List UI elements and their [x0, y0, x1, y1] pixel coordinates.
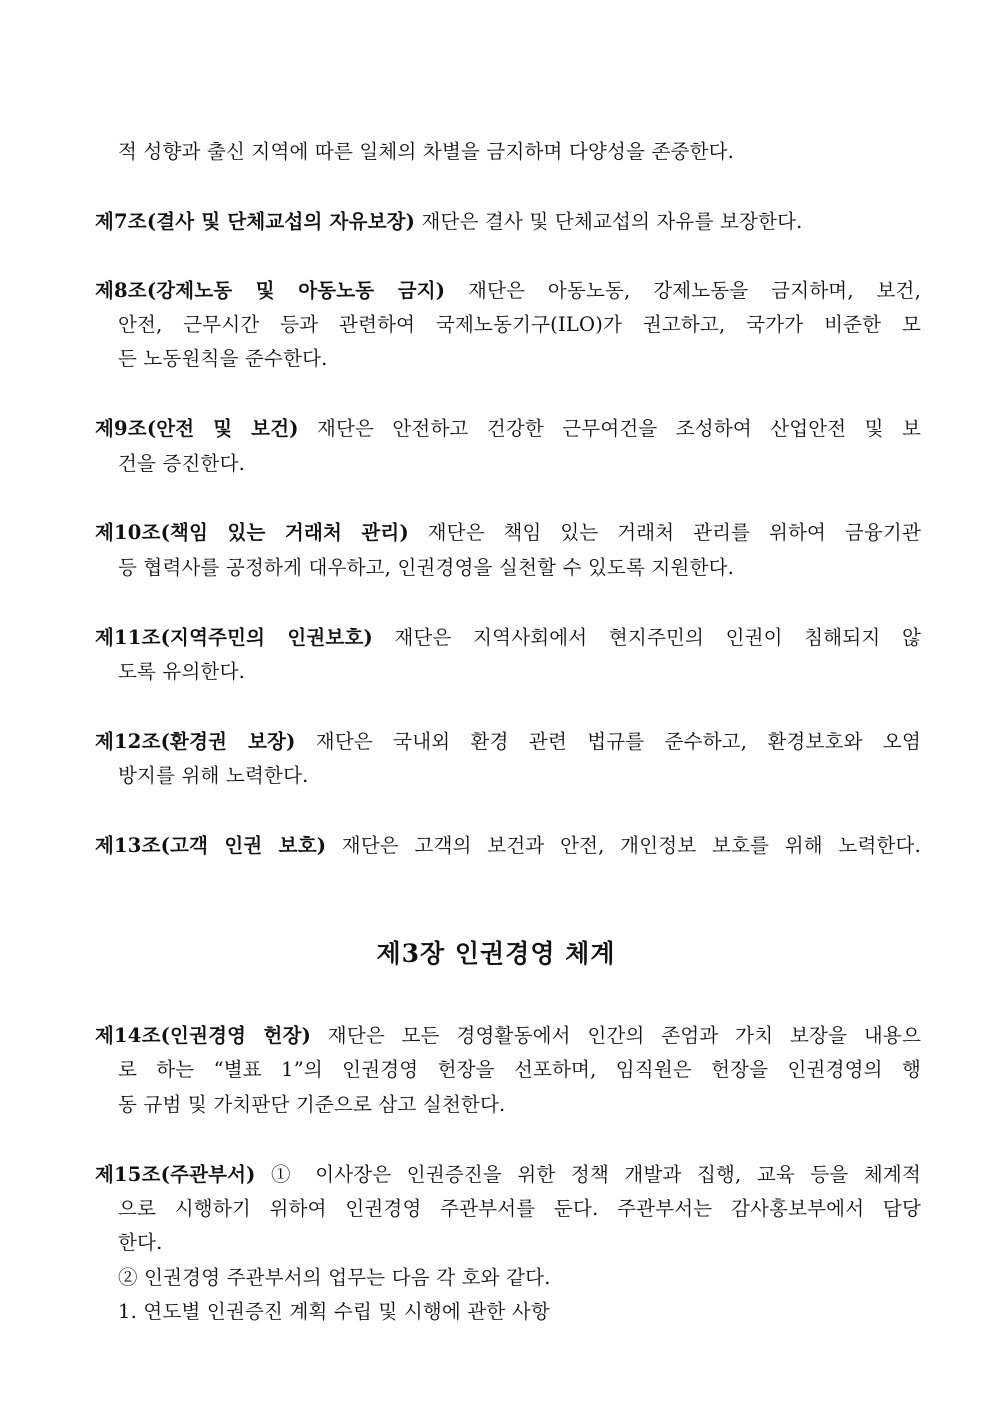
- article-11-title: 제11조(지역주민의 인권보호): [95, 626, 373, 649]
- article-14-line-1: [95, 1021, 921, 1051]
- article-11-line-2: 도록 유의한다.: [118, 660, 246, 683]
- article-13-text: 재단은 고객의 보건과 안전, 개인정보 보호를 위해 노력한다.: [326, 834, 921, 857]
- article-8-text-1: 재단은 아동노동, 강제노동을 금지하며, 보건,: [445, 279, 921, 302]
- article-7-text: 재단은 결사 및 단체교섭의 자유를 보장한다.: [415, 210, 803, 233]
- article-10-line-1: [95, 518, 921, 548]
- article-10-text-1: 재단은 책임 있는 거래처 관리를 위하여 금융기관: [408, 521, 921, 544]
- article-12-text-1: 재단은 국내외 환경 관련 법규를 준수하고, 환경보호와 오염: [295, 730, 921, 753]
- article-8-line-3: 든 노동원칙을 준수한다.: [118, 347, 328, 370]
- article-10-line-2: 등 협력사를 공정하게 대우하고, 인권경영을 실천할 수 있도록 지원한다.: [118, 556, 735, 579]
- article-8-title: 제8조(강제노동 및 아동노동 금지): [95, 279, 446, 302]
- article-14-title: 제14조(인권경영 헌장): [95, 1024, 312, 1047]
- article-15-line-3: 한다.: [118, 1231, 163, 1254]
- article-15-line-2: 으로 시행하기 위하여 인권경영 주관부서를 둔다. 주관부서는 감사홍보부에서 담당: [118, 1197, 921, 1220]
- article-7-title: 제7조(결사 및 단체교섭의 자유보장): [95, 210, 416, 233]
- article-15-title: 제15조(주관부서): [95, 1163, 256, 1186]
- article-14-text-1: 재단은 모든 경영활동에서 인간의 존엄과 가치 보장을 내용으: [311, 1024, 921, 1047]
- preamble-line-1: 적 성향과 출신 지역에 따른 일체의 차별을 금지하며 다양성을 존중한다.: [118, 140, 735, 163]
- article-9-line-2: 건을 증진한다.: [118, 452, 246, 475]
- article-14-line-2: 로 하는 “별표 1”의 인권경영 헌장을 선포하며, 임직원은 헌장을 인권경영의 행: [118, 1058, 921, 1081]
- article-9-text-1: 재단은 안전하고 건강한 근무여건을 조성하여 산업안전 및 보: [298, 417, 921, 440]
- article-12-title: 제12조(환경권 보장): [95, 730, 296, 753]
- article-15-paragraph-2: ② 인권경영 주관부서의 업무는 다음 각 호와 같다.: [118, 1266, 551, 1289]
- article-12-line-1: [95, 727, 921, 757]
- article-15-text-1: ① 이사장은 인권증진을 위한 정책 개발과 집행, 교육 등을 체계적: [255, 1163, 921, 1186]
- article-8-line-1: [95, 276, 921, 306]
- article-13-title: 제13조(고객 인권 보호): [95, 834, 327, 857]
- article-8-line-2: 안전, 근무시간 등과 관련하여 국제노동기구(ILO)가 권고하고, 국가가 비준한 모: [118, 313, 921, 336]
- article-13: [95, 831, 921, 861]
- article-15-item-1: 1. 연도별 인권증진 계획 수립 및 시행에 관한 사항: [118, 1300, 550, 1323]
- article-11-line-1: [95, 623, 921, 653]
- article-11-text-1: 재단은 지역사회에서 현지주민의 인권이 침해되지 않: [372, 626, 921, 649]
- chapter-heading: 제3장 인권경영 체계: [376, 939, 616, 968]
- article-9-line-1: [95, 414, 921, 444]
- article-10-title: 제10조(책임 있는 거래처 관리): [95, 521, 409, 544]
- article-7: [95, 207, 921, 237]
- article-14-line-3: 동 규범 및 가치판단 기준으로 삼고 실천한다.: [118, 1093, 506, 1116]
- article-12-line-2: 방지를 위해 노력한다.: [118, 764, 309, 787]
- article-15-line-1: [95, 1160, 921, 1190]
- article-9-title: 제9조(안전 및 보건): [95, 417, 299, 440]
